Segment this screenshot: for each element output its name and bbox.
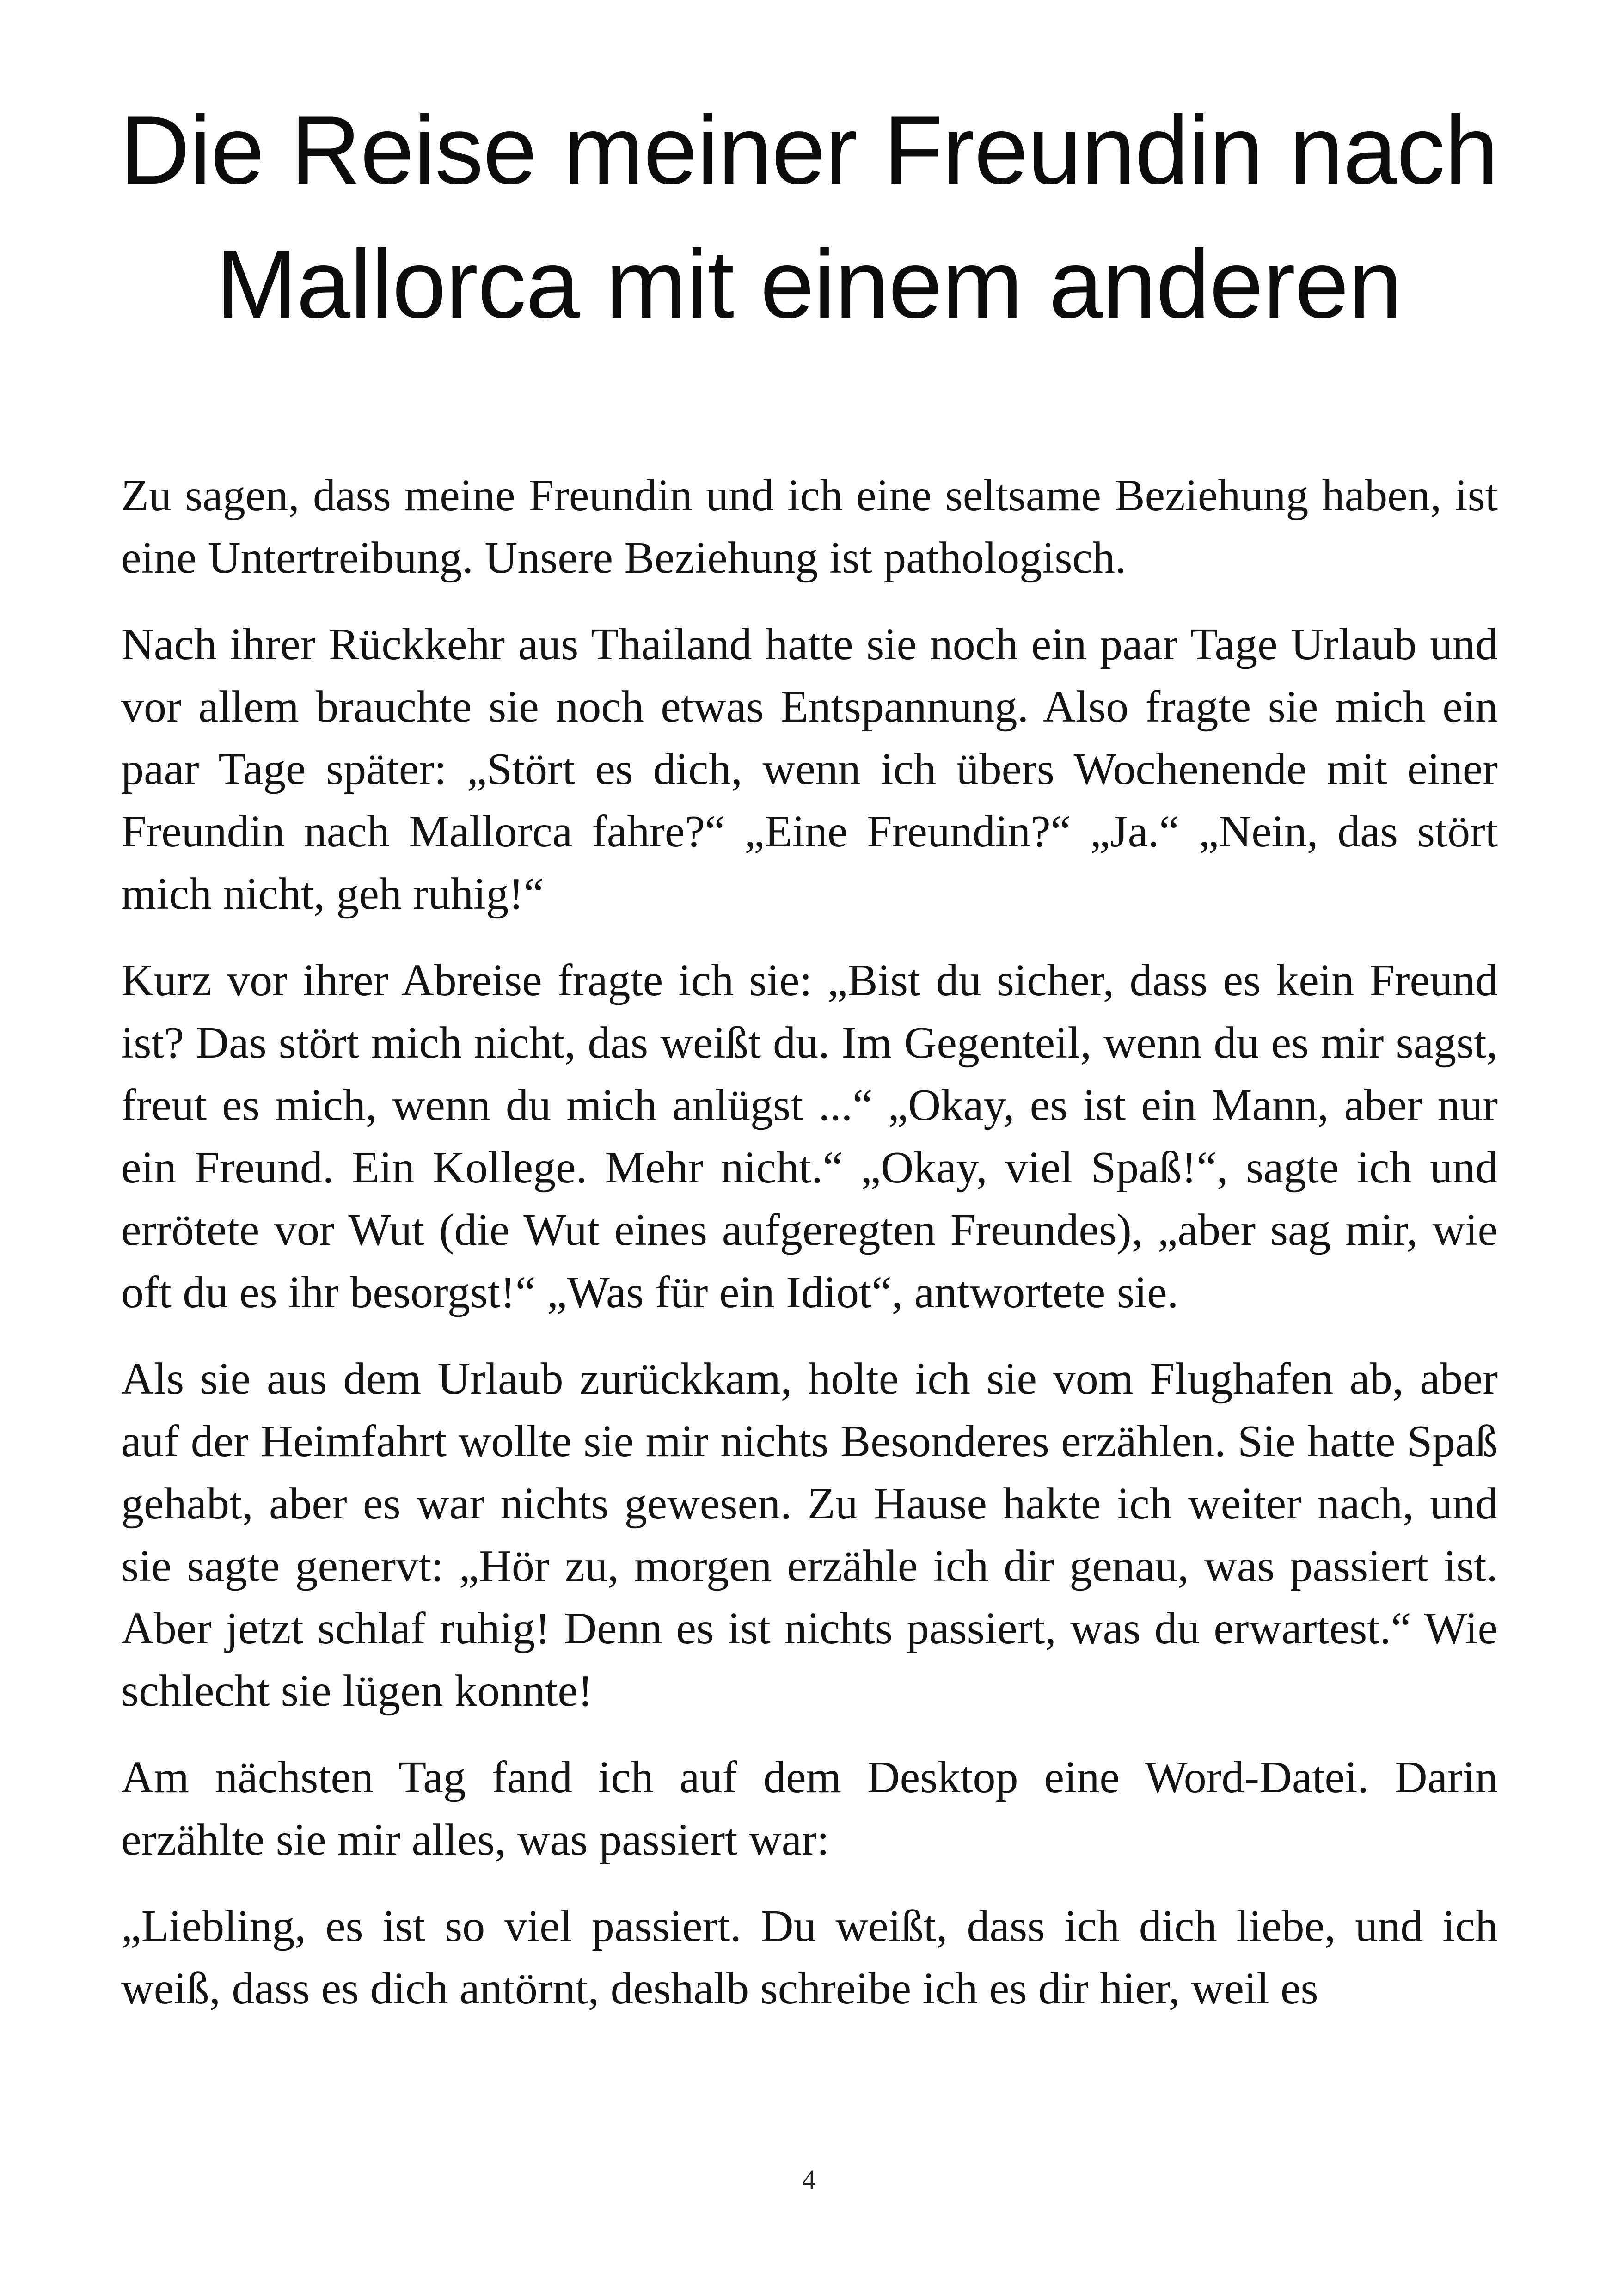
body-text [121, 465, 1498, 2044]
paragraph-4: Als sie aus dem Urlaub zurückkam, holte ich sie vom Flughafen ab, aber auf der Heimfahrt wollte sie mir nichts Besonderes erzählen. Sie hatte Spaß gehabt, aber es war nichts gewesen. Zu Hause hakte ich weiter nach, und sie sagte genervt: „Hör zu, morgen erzähle ich dir genau, was passiert ist. Aber jetzt schlaf ruhig! Denn es ist nichts passiert, was du erwartest.“ Wie schlecht sie lügen konnte! [121, 1354, 1498, 1716]
title-line-1: Die Reise meiner Freundin nach [120, 96, 1498, 204]
paragraph-6: „Liebling, es ist so viel passiert. Du weißt, dass ich dich liebe, und ich weiß, dass es dich antörnt, deshalb schreibe ich es dir hier, weil es [121, 1901, 1498, 2014]
paragraph-5: Am nächsten Tag fand ich auf dem Desktop eine Word-Datei. Darin erzählte sie mir alles, was passiert war: [121, 1752, 1498, 1865]
paragraph-3: Kurz vor ihrer Abreise fragte ich sie: „Bist du sicher, dass es kein Freund ist? Das stört mich nicht, das weißt du. Im Gegenteil, wenn du es mir sagst, freut es mich, wenn du mich anlügst ...“ „Okay, es ist ein Mann, aber nur ein Freund. Ein Kollege. Mehr nicht.“ „Okay, viel Spaß!“, sagte ich und errötete vor Wut (die Wut eines aufgeregten Freundes), „aber sag mir, wie oft du es ihr besorgst!“ „Was für ein Idiot“, antwortete sie. [121, 955, 1498, 1317]
page-number: 4 [802, 2164, 816, 2195]
paragraph-2: Nach ihrer Rückkehr aus Thailand hatte sie noch ein paar Tage Urlaub und vor allem brauchte sie noch etwas Entspannung. Also fragte sie mich ein paar Tage später: „Stört es dich, wenn ich übers Wochenende mit einer Freundin nach Mallorca fahre?“ „Eine Freundin?“ „Ja.“ „Nein, das stört mich nicht, geh ruhig!“ [121, 619, 1498, 919]
paragraph-1: Zu sagen, dass meine Freundin und ich eine seltsame Beziehung haben, ist eine Untertreibung. Unsere Beziehung ist pathologisch. [121, 471, 1498, 583]
title-line-2: Mallorca mit einem anderen [216, 230, 1402, 338]
page-title [92, 83, 1526, 351]
